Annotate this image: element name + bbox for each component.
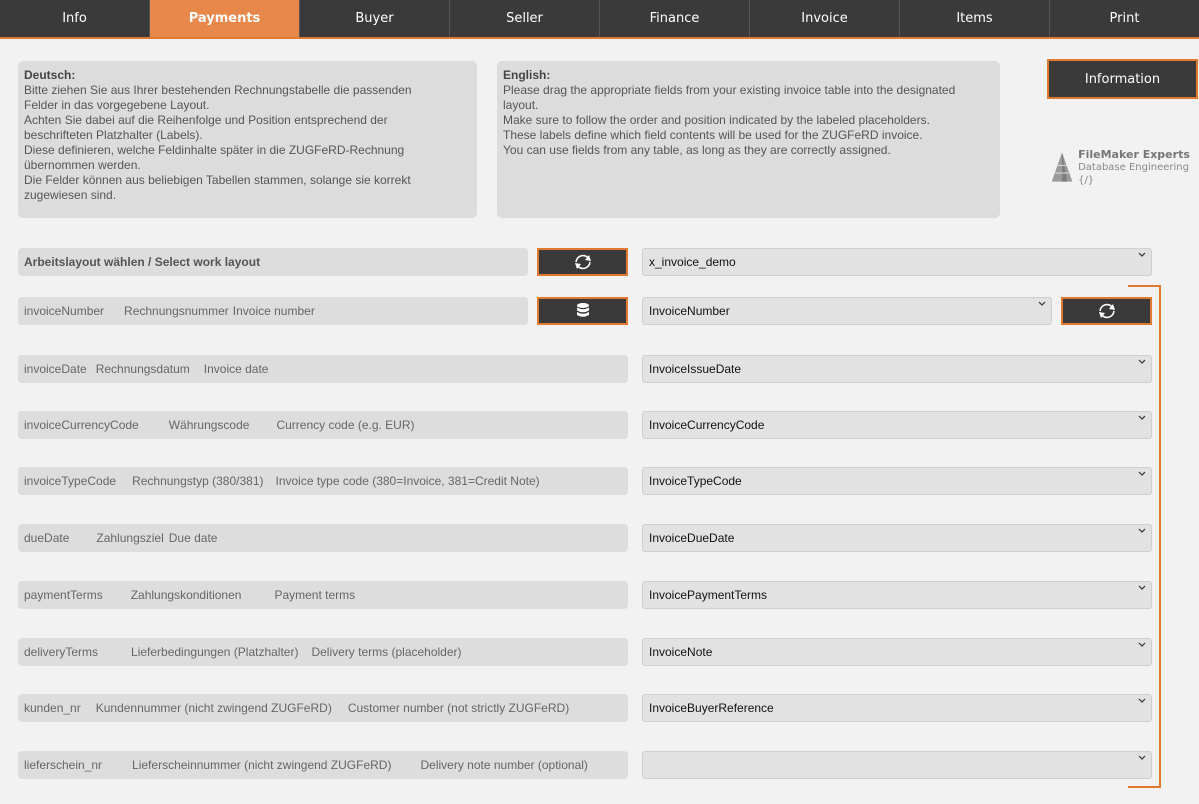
field-label-delivery-note-number: [18, 751, 628, 779]
tab-invoice[interactable]: Invoice: [750, 0, 900, 37]
field-select-value: InvoiceBuyerReference: [649, 701, 774, 715]
field-en: Due date: [168, 531, 218, 545]
field-key: deliveryTerms: [24, 645, 99, 659]
field-select-value: InvoiceDueDate: [649, 531, 735, 545]
refresh-icon: [572, 253, 594, 271]
field-key: invoiceNumber: [24, 304, 105, 318]
tab-print[interactable]: Print: [1109, 11, 1140, 26]
field-en: Currency code (e.g. EUR): [276, 418, 415, 432]
field-select-delivery-terms[interactable]: [642, 638, 1152, 666]
field-key: dueDate: [24, 531, 70, 545]
field-select-currency-code[interactable]: [642, 411, 1152, 439]
info-english-text: Please drag the appropriate fields from your existing invoice table into the designated layout. Make sure to follow the order and position indicated by the labeled placeholders. These labels define which field contents will be used for the ZUGFeRD invoice. You can use fields from any table, as long as they are correctly assigned.: [503, 83, 956, 157]
field-select-value: InvoiceCurrencyCode: [649, 418, 765, 432]
info-german-heading: Deutsch:: [24, 68, 76, 82]
field-select-value: InvoiceNote: [649, 645, 713, 659]
field-label-invoice-number: [18, 297, 528, 325]
field-key: lieferschein_nr: [24, 758, 103, 772]
field-label-due-date: [18, 524, 628, 552]
work-layout-label: Arbeitslayout wählen / Select work layout: [18, 248, 528, 276]
field-en: Payment terms: [274, 588, 356, 602]
field-de: Rechnungsnummer: [124, 304, 229, 318]
field-select-due-date[interactable]: [642, 524, 1152, 552]
field-key: invoiceTypeCode: [24, 474, 117, 488]
tab-seller[interactable]: Seller: [450, 0, 600, 37]
database-icon: [576, 302, 590, 320]
logo-line2: Database Engineering {/}: [1078, 161, 1189, 186]
logo-icon: [1050, 148, 1074, 186]
field-select-value: InvoiceNumber: [649, 304, 730, 318]
field-de: Lieferscheinnummer (nicht zwingend ZUGFeRD): [132, 758, 392, 772]
chevron-down-icon: [1038, 300, 1046, 308]
tab-buyer[interactable]: Buyer: [300, 0, 450, 37]
field-label-customer-number: [18, 694, 628, 722]
field-en: Invoice number: [232, 304, 315, 318]
field-en: Invoice date: [203, 362, 269, 376]
field-select-customer-number[interactable]: [642, 694, 1152, 722]
database-button[interactable]: [537, 297, 628, 325]
field-select-invoice-number[interactable]: [642, 297, 1052, 325]
field-en: Customer number (not strictly ZUGFeRD): [347, 701, 570, 715]
field-de: Rechnungsdatum: [95, 362, 190, 376]
information-button[interactable]: Information: [1047, 59, 1198, 99]
field-select-value: InvoicePaymentTerms: [649, 588, 768, 602]
field-de: Währungscode: [168, 418, 250, 432]
refresh-layout-button[interactable]: [537, 248, 628, 276]
field-select-invoice-date[interactable]: [642, 355, 1152, 383]
info-box-german: [18, 61, 477, 218]
work-layout-select[interactable]: [642, 248, 1152, 276]
field-label-currency-code: [18, 411, 628, 439]
field-key: kunden_nr: [24, 701, 81, 715]
chevron-down-icon: [1138, 251, 1146, 259]
field-label-type-code: [18, 467, 628, 495]
field-key: invoiceDate: [24, 362, 87, 376]
tab-items[interactable]: Items: [900, 0, 1050, 37]
field-en: Delivery note number (optional): [420, 758, 588, 772]
field-label-payment-terms: [18, 581, 628, 609]
tab-bar: [0, 0, 1199, 39]
tab-payments[interactable]: Payments: [150, 0, 300, 37]
info-english-heading: English:: [503, 68, 551, 82]
field-en: Invoice type code (380=Invoice, 381=Credit Note): [275, 474, 540, 488]
field-select-delivery-note-number[interactable]: [642, 751, 1152, 779]
field-label-delivery-terms: [18, 638, 628, 666]
logo-line1: FileMaker Experts: [1078, 147, 1190, 161]
field-de: Kundennummer (nicht zwingend ZUGFeRD): [95, 701, 332, 715]
tab-finance[interactable]: Finance: [600, 0, 750, 37]
work-layout-value: x_invoice_demo: [649, 255, 736, 269]
field-group-bracket: [1128, 285, 1161, 788]
field-select-value: InvoiceIssueDate: [649, 362, 742, 376]
field-select-type-code[interactable]: [642, 467, 1152, 495]
field-en: Delivery terms (placeholder): [311, 645, 462, 659]
field-de: Lieferbedingungen (Platzhalter): [131, 645, 299, 659]
field-select-value: InvoiceTypeCode: [649, 474, 742, 488]
filemaker-experts-logo: [1050, 147, 1190, 187]
field-de: Rechnungstyp (380/381): [132, 474, 264, 488]
field-de: Zahlungsziel: [96, 531, 164, 545]
refresh-icon: [1096, 302, 1118, 320]
info-german-text: Bitte ziehen Sie aus Ihrer bestehenden Rechnungstabelle die passenden Felder in das vorgegebene Layout. Achten Sie dabei auf die Reihenfolge und Position entsprechend der beschrifteten Platzhalter (Labels). Diese definieren, welche Feldinhalte später in die ZUGFeRD-Rechnung übernommen werden. Die Felder können aus beliebigen Tabellen stammen, solange sie korrekt zugewiesen sind.: [24, 83, 412, 202]
tab-info[interactable]: Info: [0, 0, 150, 37]
info-box-english: [497, 61, 1000, 218]
field-key: invoiceCurrencyCode: [24, 418, 139, 432]
field-select-payment-terms[interactable]: [642, 581, 1152, 609]
field-key: paymentTerms: [24, 588, 103, 602]
field-label-invoice-date: [18, 355, 628, 383]
field-de: Zahlungskonditionen: [130, 588, 242, 602]
